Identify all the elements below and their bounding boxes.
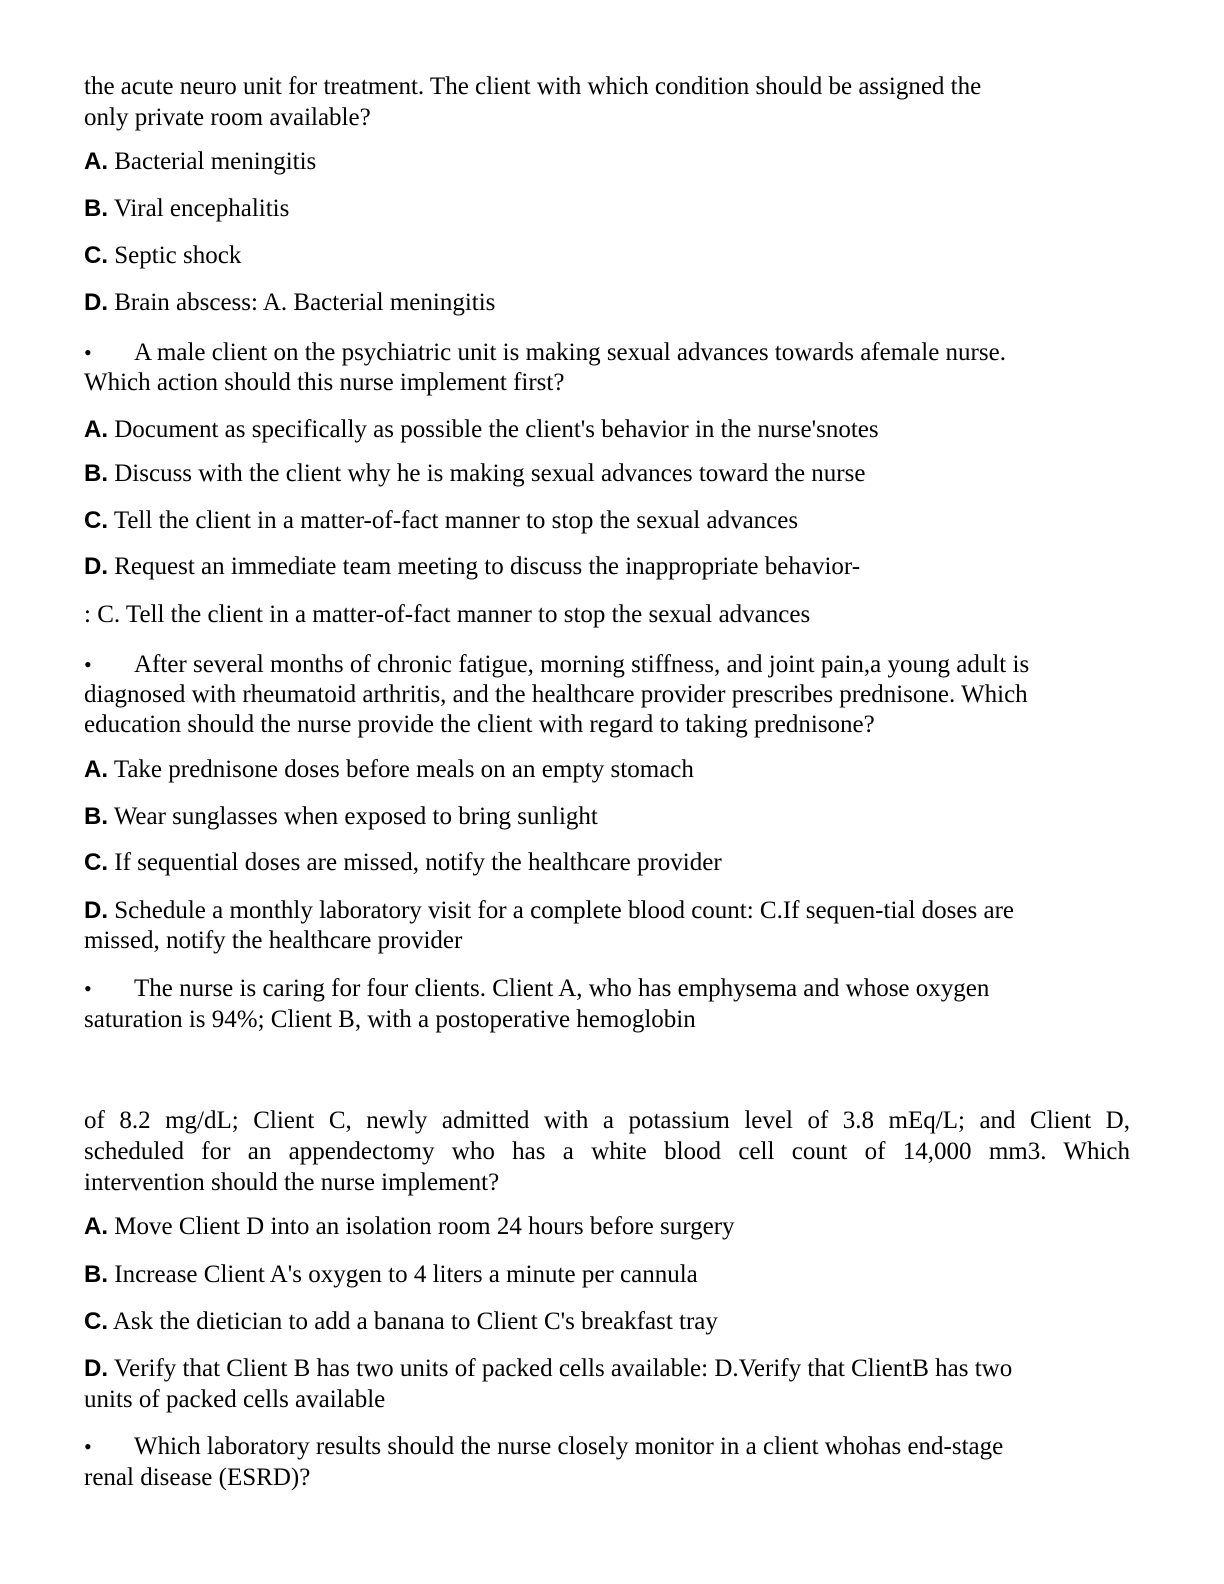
bullet-icon: • [84, 976, 92, 1001]
option-letter: C. [84, 242, 108, 269]
q3-option-d-continuation: missed, notify the healthcare provider [84, 927, 463, 954]
q1-option-d [84, 288, 495, 318]
q1-stem-line-2: only private room available? [84, 104, 371, 131]
option-letter: A. [84, 148, 108, 175]
q4-option-c [84, 1307, 718, 1337]
q2-option-c [84, 506, 798, 536]
q5-stem-line-2: renal disease (ESRD)? [84, 1464, 311, 1491]
q4-option-a [84, 1212, 735, 1242]
option-text: If sequential doses are missed, notify the healthcare provider [114, 849, 722, 876]
q1-option-c [84, 241, 241, 271]
option-letter: D. [84, 553, 108, 580]
option-text: Move Client D into an isolation room 24 hours before surgery [114, 1213, 735, 1240]
q3-option-b [84, 802, 598, 832]
option-text: Ask the dietician to add a banana to Client C's breakfast tray [112, 1308, 718, 1335]
option-letter: C. [84, 507, 108, 534]
q2-stem-line-2: Which action should this nurse implement first? [84, 369, 565, 396]
bullet-icon: • [84, 340, 92, 365]
option-text: Septic shock [114, 242, 242, 269]
q4-option-d-continuation: units of packed cells available [84, 1386, 386, 1413]
q4-stem-line-1 [84, 974, 989, 1004]
option-text: Verify that Client B has two units of packed cells available: D.Verify that ClientB has two [113, 1355, 1013, 1382]
q4-option-d [84, 1354, 1012, 1384]
option-text: Tell the client in a matter-of-fact manner to stop the sexual advances [113, 507, 799, 534]
bullet-icon: • [84, 652, 92, 677]
q2-answer: : C. Tell the client in a matter-of-fact manner to stop the sexual advances [84, 601, 811, 628]
q2-option-a [84, 415, 879, 445]
option-text: Viral encephalitis [113, 195, 290, 222]
option-text: Document as specifically as possible the client's behavior in the nurse'snotes [114, 416, 879, 443]
option-letter: A. [84, 416, 108, 443]
q3-stem-line-2: diagnosed with rheumatoid arthritis, and the healthcare provider prescribes prednisone. Which [84, 681, 1028, 708]
q3-stem-line-1 [84, 650, 1029, 680]
stem-text: A male client on the psychiatric unit is making sexual advances towards afemale nurse. [134, 339, 1006, 366]
q4-option-b [84, 1260, 698, 1290]
option-letter: B. [84, 195, 108, 222]
q2-option-b [84, 459, 865, 489]
stem-text: Which laboratory results should the nurse closely monitor in a client whohas end-stage [134, 1433, 1004, 1460]
option-letter: C. [84, 849, 108, 876]
option-letter: D. [84, 1355, 108, 1382]
q2-stem-line-1 [84, 338, 1006, 368]
q4-stem-line-3: of 8.2 mg/dL; Client C, newly admitted with a potassium level of 3.8 mEq/L; and Client D, [84, 1107, 1130, 1134]
option-letter: B. [84, 803, 108, 830]
q2-option-d [84, 552, 860, 582]
q4-stem-line-4: scheduled for an appendectomy who has a white blood cell count of 14,000 mm3. Which [84, 1138, 1130, 1165]
option-letter: A. [84, 756, 108, 783]
option-text: Schedule a monthly laboratory visit for a complete blood count: C.If sequen-tial doses are [114, 897, 1015, 924]
q1-option-b [84, 194, 289, 224]
bullet-icon: • [84, 1434, 92, 1459]
q5-stem-line-1 [84, 1432, 1003, 1462]
option-text: Increase Client A's oxygen to 4 liters a minute per cannula [114, 1261, 698, 1288]
q3-stem-line-3: education should the nurse provide the client with regard to taking prednisone? [84, 711, 875, 738]
option-text: Take prednisone doses before meals on an empty stomach [113, 756, 694, 783]
option-letter: B. [84, 460, 108, 487]
q1-option-a [84, 147, 316, 177]
option-letter: C. [84, 1308, 108, 1335]
option-letter: B. [84, 1261, 108, 1288]
q1-stem-line-1: the acute neuro unit for treatment. The client with which condition should be assigned the [84, 73, 982, 100]
q3-option-a [84, 755, 694, 785]
option-letter: D. [84, 897, 108, 924]
q3-option-c [84, 848, 722, 878]
option-text: Wear sunglasses when exposed to bring sunlight [113, 803, 598, 830]
stem-text: After several months of chronic fatigue, morning stiffness, and joint pain,a young adult is [134, 651, 1030, 678]
q4-stem-line-2: saturation is 94%; Client B, with a postoperative hemoglobin [84, 1006, 696, 1033]
q4-stem-line-5: intervention should the nurse implement? [84, 1169, 500, 1196]
option-letter: A. [84, 1213, 108, 1240]
stem-text: The nurse is caring for four clients. Client A, who has emphysema and whose oxygen [134, 975, 990, 1002]
option-text: Discuss with the client why he is making sexual advances toward the nurse [114, 460, 866, 487]
option-letter: D. [84, 289, 108, 316]
q3-option-d [84, 896, 1014, 926]
option-text: Brain abscess: A. Bacterial meningitis [114, 289, 496, 316]
option-text: Bacterial meningitis [114, 148, 317, 175]
option-text: Request an immediate team meeting to discuss the inappropriate behavior- [114, 553, 861, 580]
